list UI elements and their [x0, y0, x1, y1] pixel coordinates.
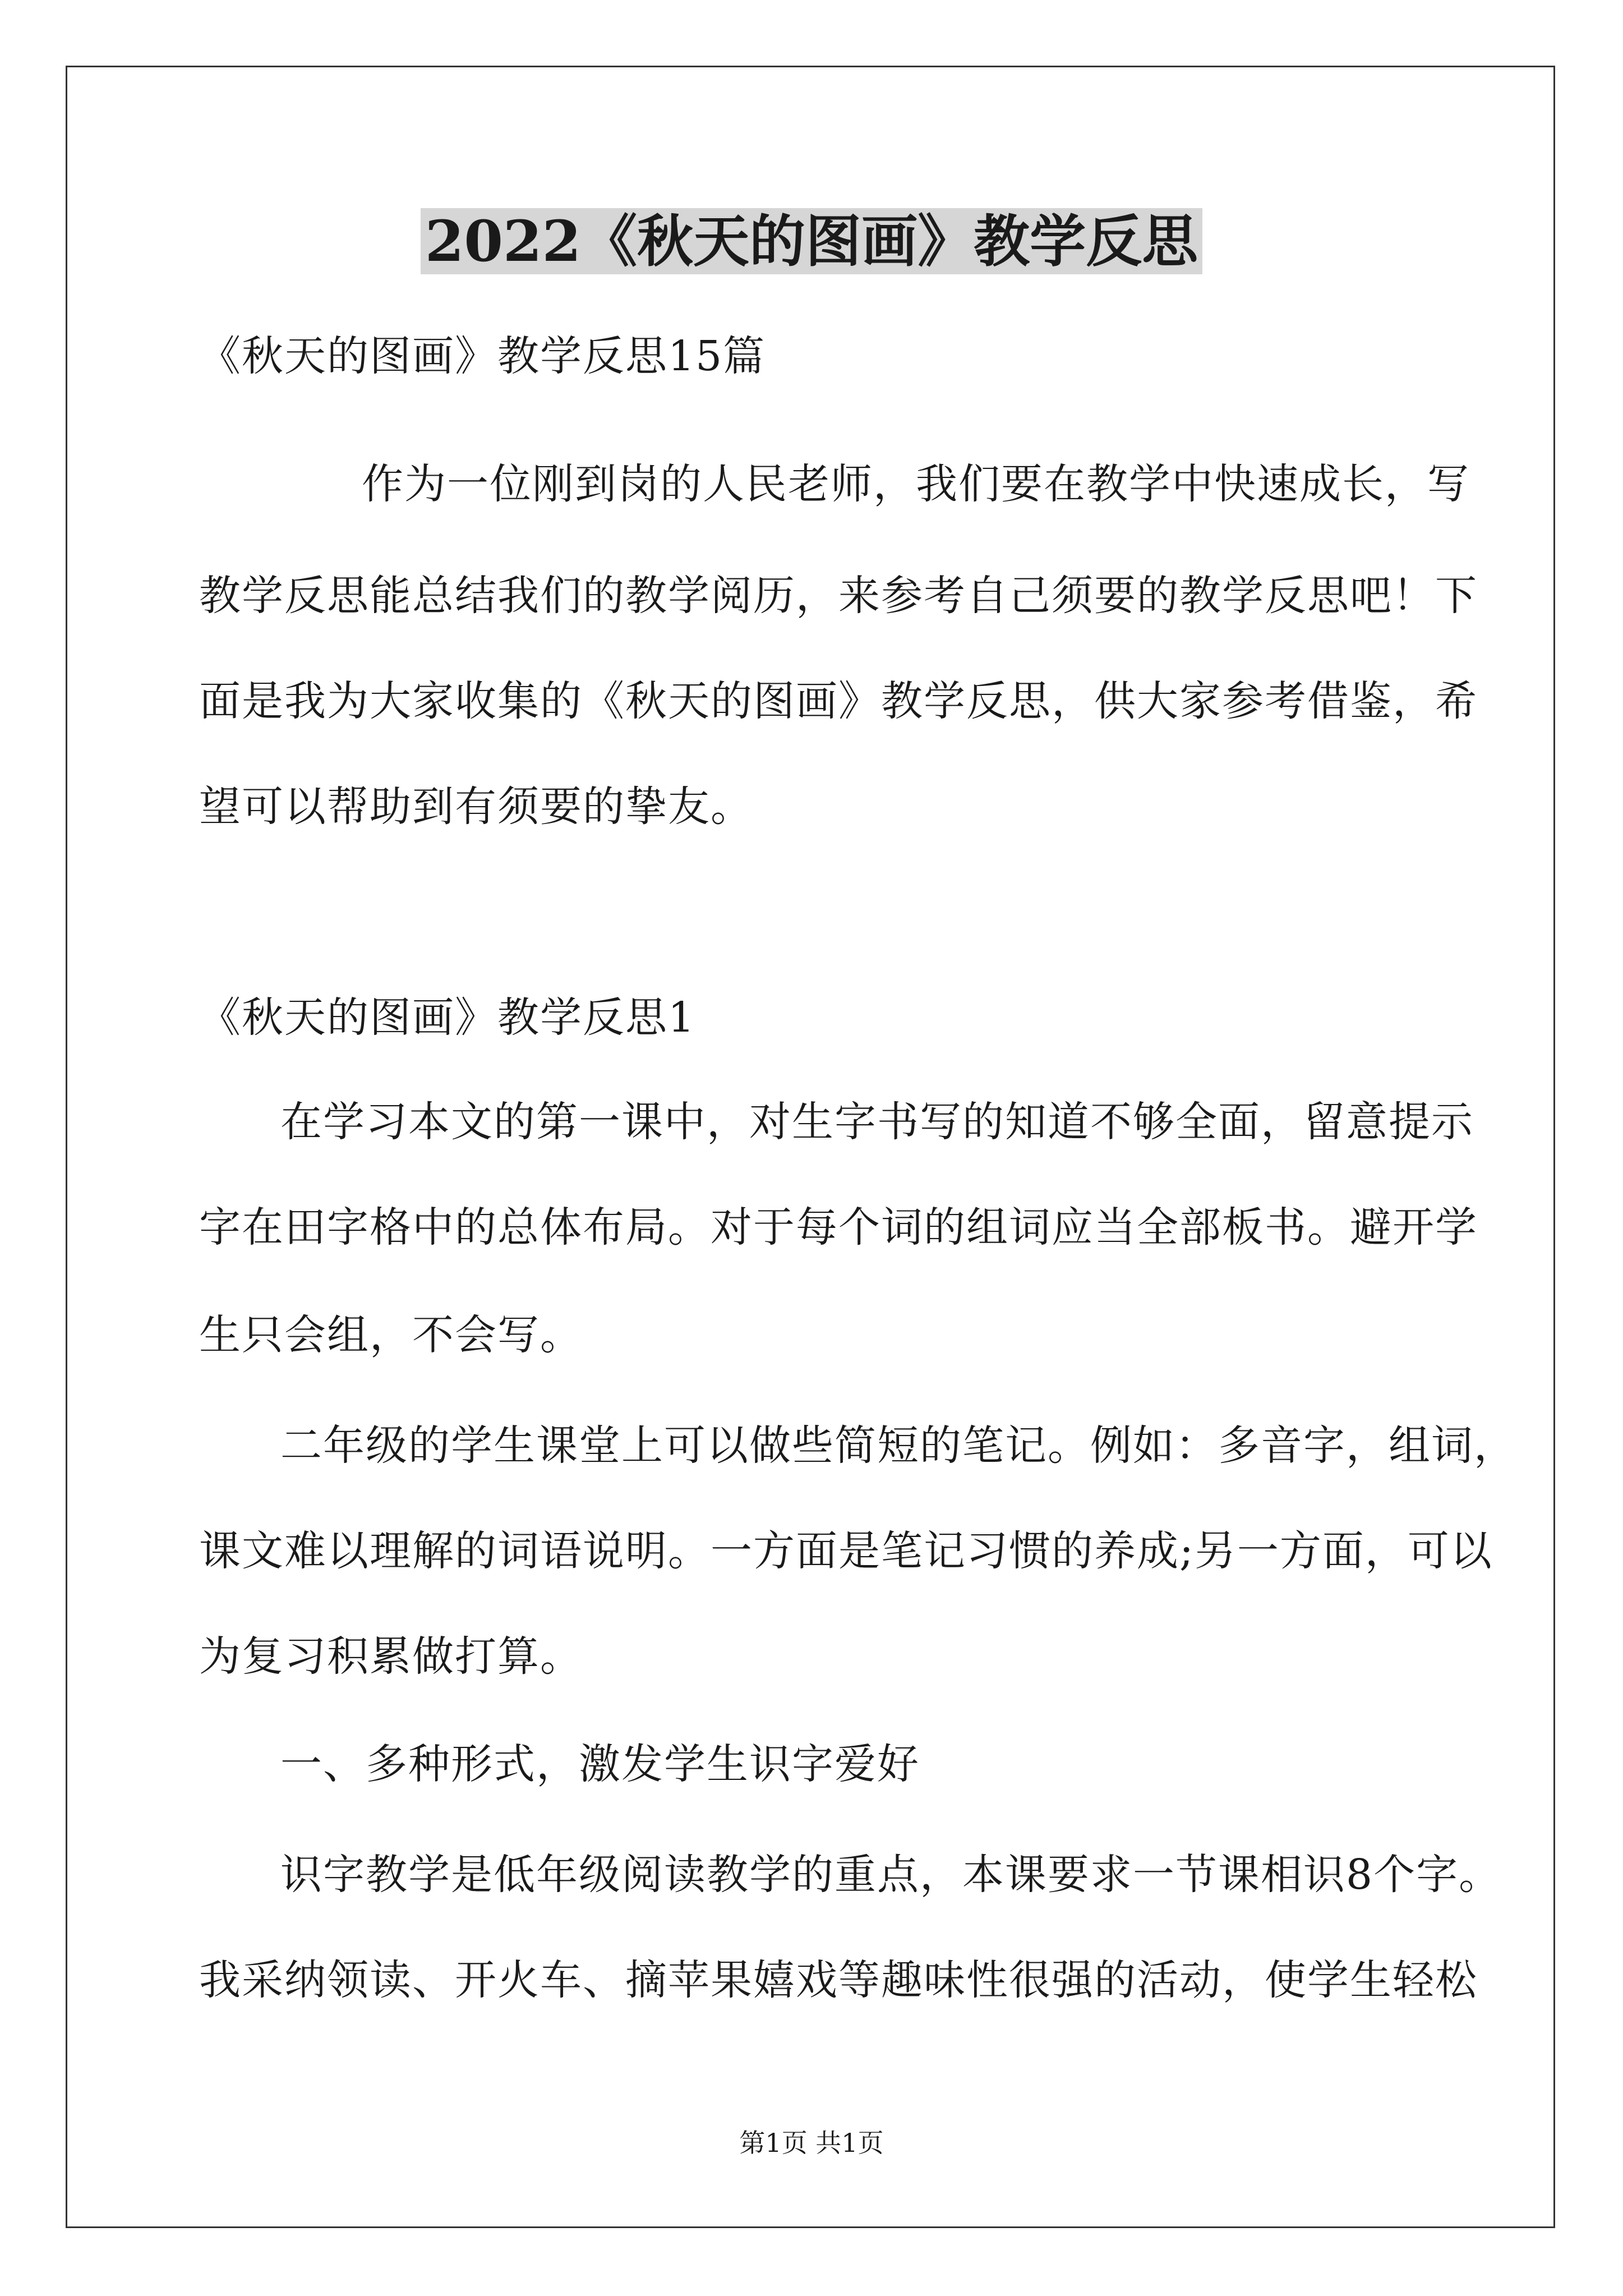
body-line-1: 在学习本文的第一课中，对生字书写的知道不够全面，留意提示	[280, 1098, 1474, 1146]
title-text: 2022《秋天的图画》教学反思	[421, 208, 1202, 274]
body-line-8: 识字教学是低年级阅读教学的重点，本课要求一节课相识8个字。	[280, 1851, 1502, 1899]
subtitle: 《秋天的图画》教学反思15篇	[199, 332, 766, 380]
intro-line-1: 作为一位刚到岗的人民老师，我们要在教学中快速成长，写	[362, 460, 1470, 508]
body-line-6: 为复习积累做打算。	[199, 1632, 583, 1681]
intro-line-4: 望可以帮助到有须要的挚友。	[199, 783, 753, 831]
body-line-4: 二年级的学生课堂上可以做些简短的笔记。例如：多音字，组词，	[280, 1421, 1516, 1470]
body-line-7: 一、多种形式，激发学生识字爱好	[280, 1740, 920, 1788]
body-line-9: 我采纳领读、开火车、摘苹果嬉戏等趣味性很强的活动，使学生轻松	[199, 1956, 1478, 2004]
intro-line-3: 面是我为大家收集的《秋天的图画》教学反思，供大家参考借鉴，希	[199, 677, 1478, 725]
intro-line-2: 教学反思能总结我们的教学阅历，来参考自己须要的教学反思吧！下	[199, 572, 1478, 620]
body-line-5: 课文难以理解的词语说明。一方面是笔记习惯的养成;另一方面，可以	[199, 1527, 1493, 1575]
section-heading: 《秋天的图画》教学反思1	[199, 993, 696, 1042]
document-title	[0, 199, 1623, 283]
page-footer: 第1页 共1页	[739, 2128, 884, 2158]
body-line-3: 生只会组，不会写。	[199, 1311, 583, 1359]
body-line-2: 字在田字格中的总体布局。对于每个词的组词应当全部板书。避开学	[199, 1203, 1478, 1251]
